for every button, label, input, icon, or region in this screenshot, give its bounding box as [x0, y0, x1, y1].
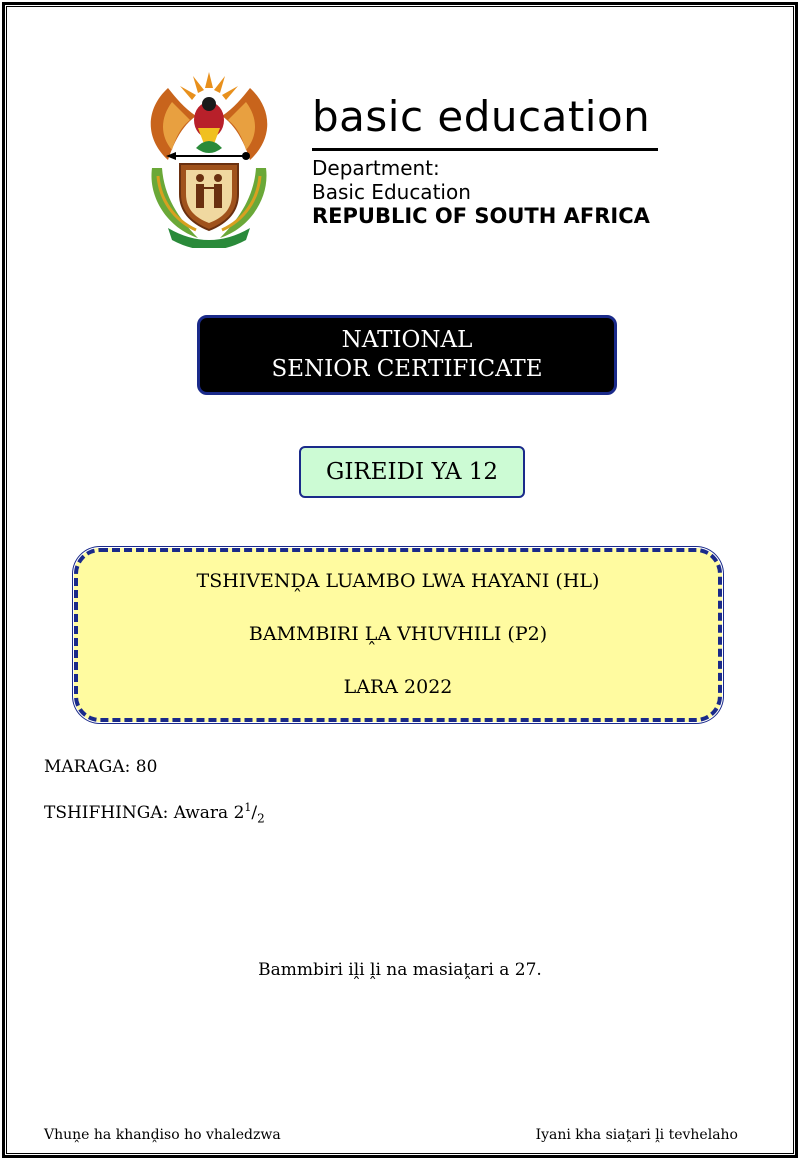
- certificate-line-1: NATIONAL: [341, 327, 473, 353]
- brand-underline: [312, 148, 658, 151]
- country-name: REPUBLIC OF SOUTH AFRICA: [312, 204, 650, 228]
- time-info: TSHIFHINGA: Awara $2^1/_2$: [44, 801, 265, 826]
- certificate-line-2: SENIOR CERTIFICATE: [271, 356, 543, 382]
- next-page-note: Iyani kha siaṱari ḽi tevhelaho: [535, 1127, 738, 1143]
- page-count-note: Bammbiri iḽi ḽi na masiaṱari a 27.: [258, 960, 542, 980]
- certificate-banner: [197, 315, 617, 395]
- brand-name: basic education: [312, 92, 651, 141]
- department-label: Department:: [312, 156, 440, 180]
- coat-of-arms-logo: [138, 68, 280, 248]
- grade-badge: [299, 446, 525, 498]
- time-fraction-numerator: 1: [244, 801, 252, 814]
- department-name: Basic Education: [312, 180, 471, 204]
- paper-title: BAMMBIRI ḼA VHUVHILI (P2): [248, 623, 548, 645]
- exam-session: LARA 2022: [343, 676, 453, 698]
- subject-panel: [74, 548, 722, 722]
- copyright-note: Vhuṋe ha khanḓiso ho vhaledzwa: [44, 1127, 281, 1143]
- time-fraction-denominator: 2: [257, 811, 265, 826]
- grade-label: GIREIDI YA 12: [325, 459, 499, 485]
- time-label: TSHIFHINGA: Awara 2: [44, 803, 245, 823]
- subject-title: TSHIVENḒA LUAMBO LWA HAYANI (HL): [196, 570, 600, 592]
- marks-info: MARAGA: 80: [44, 757, 158, 777]
